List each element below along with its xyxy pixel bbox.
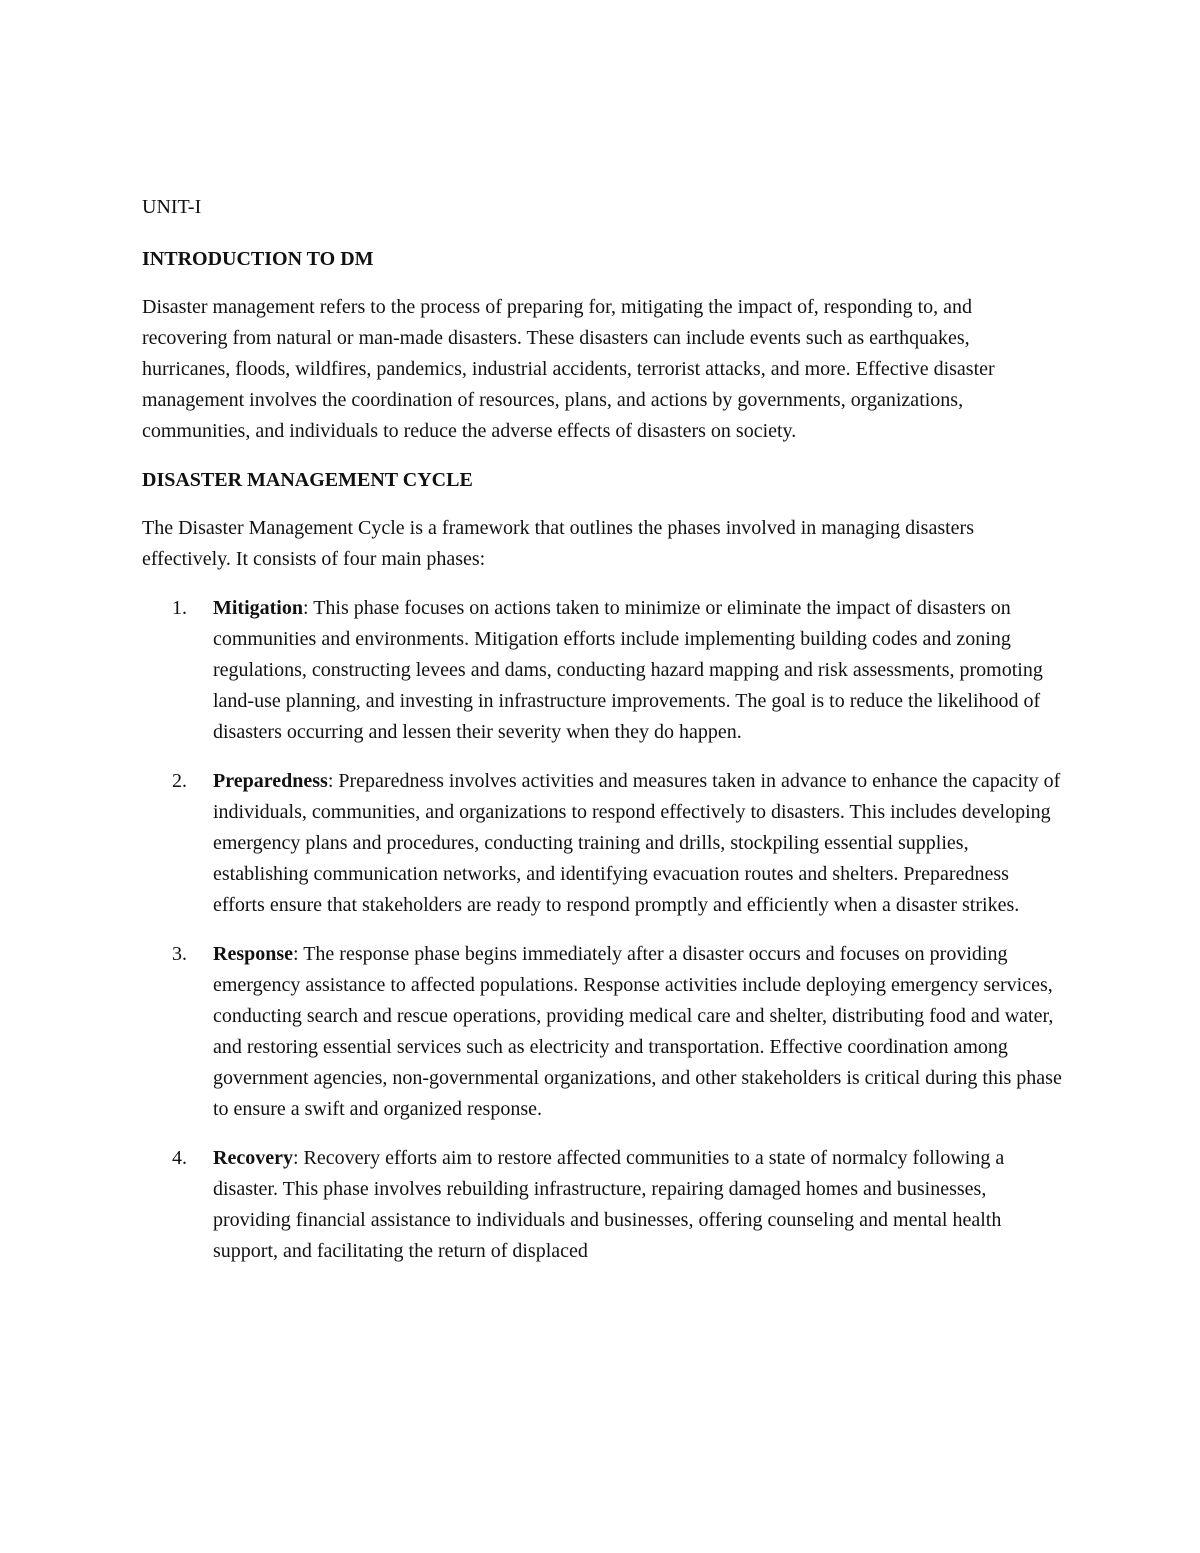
unit-label: UNIT-I [142, 196, 202, 218]
phase-item-mitigation [142, 593, 1062, 748]
document-page [142, 192, 1062, 1285]
phase-description: : Recovery efforts aim to restore affected communities to a state of normalcy following a disaster. This phase involves rebuilding infrastructure, repairing damaged homes and businesses, providing financial assistance to individuals and businesses, offering counseling and mental health support, and facilitating the return of displaced [213, 1147, 1005, 1262]
intro-heading: INTRODUCTION TO DM [142, 248, 374, 270]
phase-number: 1. [172, 597, 187, 619]
phase-number: 3. [172, 943, 187, 965]
phase-term: Response [213, 943, 294, 965]
phase-term: Recovery [213, 1147, 293, 1169]
phase-number: 2. [172, 770, 187, 792]
phase-item-recovery [142, 1143, 1062, 1267]
cycle-heading: DISASTER MANAGEMENT CYCLE [142, 469, 473, 491]
phase-description: : Preparedness involves activities and measures taken in advance to enhance the capacity of individuals, communities, and organizations to respond effectively to disasters. This includes developing emergency plans and procedures, conducting training and drills, stockpiling essential supplies, establishing communication networks, and identifying evacuation routes and shelters. Preparedness efforts ensure that stakeholders are ready to respond promptly and efficiently when a disaster strikes. [213, 770, 1061, 916]
phase-term: Preparedness [213, 770, 328, 792]
phase-description: : This phase focuses on actions taken to minimize or eliminate the impact of disasters on communities and environments. Mitigation efforts include implementing building codes and zoning regulations, constructing levees and dams, conducting hazard mapping and risk assessments, promoting land-use planning, and investing in infrastructure improvements. The goal is to reduce the likelihood of disasters occurring and lessen their severity when they do happen. [213, 597, 1043, 743]
phase-term: Mitigation [213, 597, 303, 619]
phase-item-response [142, 939, 1062, 1125]
phase-description: : The response phase begins immediately after a disaster occurs and focuses on providing emergency assistance to affected populations. Response activities include deploying emergency services, conducting search and rescue operations, providing medical care and shelter, distributing food and water, and restoring essential services such as electricity and transportation. Effective coordination among government agencies, non-governmental organizations, and other stakeholders is critical during this phase to ensure a swift and organized response. [213, 943, 1062, 1120]
phases-list [142, 593, 1062, 1267]
phase-number: 4. [172, 1147, 187, 1169]
intro-paragraph: Disaster management refers to the process of preparing for, mitigating the impact of, responding to, and recovering from natural or man-made disasters. These disasters can include events such as earthquakes, hurricanes, floods, wildfires, pandemics, industrial accidents, terrorist attacks, and more. Effective disaster management involves the coordination of resources, plans, and actions by governments, organizations, communities, and individuals to reduce the adverse effects of disasters on society. [142, 296, 995, 442]
phase-item-preparedness [142, 766, 1062, 921]
cycle-intro-paragraph: The Disaster Management Cycle is a framework that outlines the phases involved in managing disasters effectively. It consists of four main phases: [142, 517, 975, 570]
